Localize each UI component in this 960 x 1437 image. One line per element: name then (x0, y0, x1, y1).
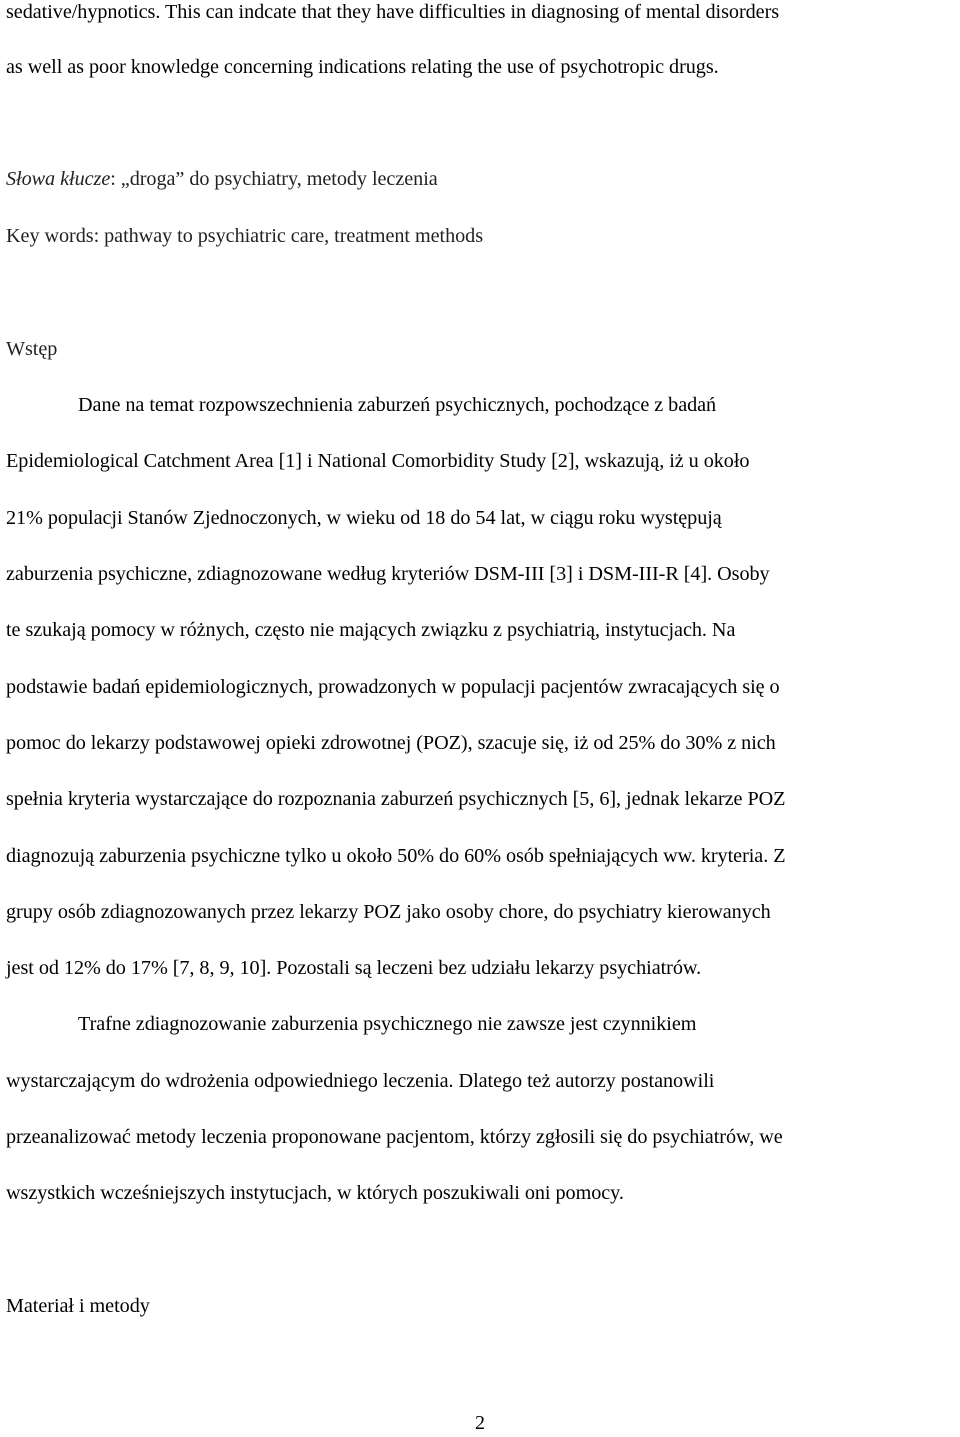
keywords-polish (6, 167, 438, 191)
paragraph-line: diagnozują zaburzenia psychiczne tylko u około 50% do 60% osób spełniających ww. kryteria. Z (6, 845, 786, 867)
section-heading-methods: Materiał i metody (6, 1295, 150, 1317)
keywords-polish-label: Słowa kłucze (6, 168, 111, 190)
paragraph-line: przeanalizować metody leczenia proponowane pacjentom, którzy zgłosili się do psychiatrów, we (6, 1126, 783, 1148)
paragraph-line: zaburzenia psychiczne, zdiagnozowane według kryteriów DSM-III [3] i DSM-III-R [4]. Osoby (6, 563, 770, 585)
section-heading-intro: Wstęp (6, 338, 58, 360)
paragraph-line: te szukają pomocy w różnych, często nie mających związku z psychiatrią, instytucjach. Na (6, 619, 736, 641)
page-number: 2 (475, 1412, 485, 1434)
keywords-english: Key words: pathway to psychiatric care, treatment methods (6, 225, 484, 247)
paragraph-line: wystarczającym do wdrożenia odpowiedniego leczenia. Dlatego też autorzy postanowili (6, 1070, 715, 1092)
abstract-line: sedative/hypnotics. This can indcate that they have difficulties in diagnosing of mental disorders (6, 1, 780, 23)
paragraph-line: podstawie badań epidemiologicznych, prowadzonych w populacji pacjentów zwracających się o (6, 676, 780, 698)
paragraph-line: grupy osób zdiagnozowanych przez lekarzy POZ jako osoby chore, do psychiatry kierowanych (6, 901, 771, 923)
paragraph-line: Trafne zdiagnozowanie zaburzenia psychicznego nie zawsze jest czynnikiem (78, 1013, 697, 1035)
paragraph-line: jest od 12% do 17% [7, 8, 9, 10]. Pozostali są leczeni bez udziału lekarzy psychiatrów. (6, 957, 702, 979)
keywords-polish-text: : „droga” do psychiatry, metody leczenia (110, 168, 438, 190)
paragraph-line: Dane na temat rozpowszechnienia zaburzeń psychicznych, pochodzące z badań (78, 394, 717, 416)
paragraph-line: spełnia kryteria wystarczające do rozpoznania zaburzeń psychicznych [5, 6], jednak lekarze POZ (6, 788, 786, 810)
paragraph-line: 21% populacji Stanów Zjednoczonych, w wieku od 18 do 54 lat, w ciągu roku występują (6, 507, 722, 529)
paragraph-line: Epidemiological Catchment Area [1] i National Comorbidity Study [2], wskazują, iż u około (6, 450, 750, 472)
paragraph-line: pomoc do lekarzy podstawowej opieki zdrowotnej (POZ), szacuje się, iż od 25% do 30% z nich (6, 732, 776, 754)
abstract-line: as well as poor knowledge concerning indications relating the use of psychotropic drugs. (6, 56, 719, 78)
paragraph-line: wszystkich wcześniejszych instytucjach, w których poszukiwali oni pomocy. (6, 1182, 624, 1204)
